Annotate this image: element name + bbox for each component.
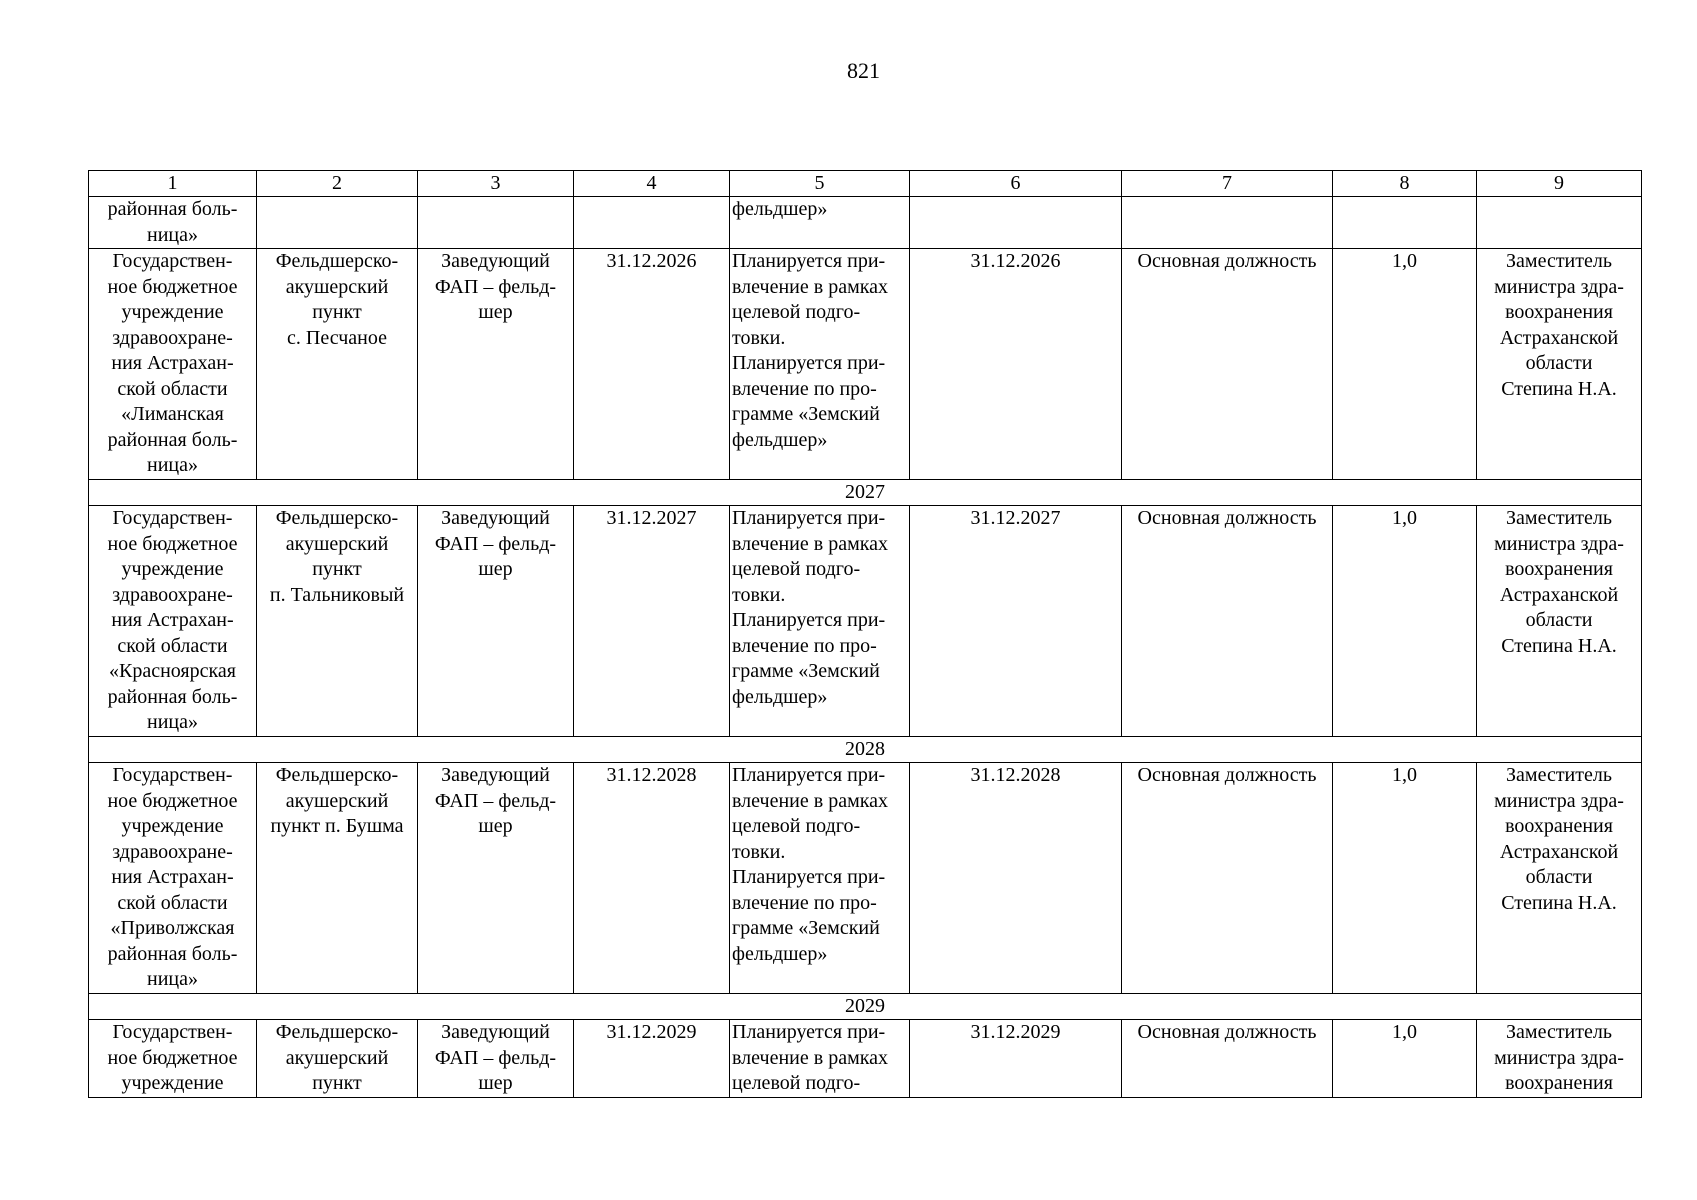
cell-line: воохранения [1505, 815, 1613, 837]
cell-line: здравоохране- [112, 583, 233, 606]
cell-line: шер [478, 815, 513, 837]
cell-line: здравоохране- [112, 840, 233, 863]
deadline-cell: 31.12.2029 [910, 1020, 1122, 1098]
cell-line: Планируется при- [732, 866, 886, 888]
cell-line: фельдшер» [732, 942, 828, 965]
column-header: 3 [418, 171, 574, 197]
column-header: 6 [910, 171, 1122, 197]
cell-line: Фельдшерско- [275, 1021, 399, 1043]
cell-line: влечение в рамках [732, 275, 889, 298]
empty-cell [910, 197, 1122, 249]
cell-line: ное бюджетное [107, 789, 238, 812]
measures-cell [730, 506, 910, 737]
column-header: 8 [1333, 171, 1477, 197]
cell-line: Астраханской [1499, 840, 1619, 863]
cell-line: ное бюджетное [107, 1046, 238, 1069]
facility-cell [257, 249, 418, 480]
deadline-cell: 31.12.2026 [910, 249, 1122, 480]
cell-line: Государствен- [112, 1021, 233, 1043]
cell-line: Астраханской [1499, 583, 1619, 606]
cell-line: воохранения [1505, 301, 1613, 323]
cell-line: пункт [312, 301, 362, 323]
rate-cell: 1,0 [1333, 506, 1477, 737]
cell-line: пункт п. Бушма [270, 815, 404, 837]
cell-line: Заместитель [1506, 507, 1612, 529]
cell-line: Астраханской [1499, 326, 1619, 349]
cell-line: районная боль- [107, 685, 238, 708]
year-row [89, 994, 1642, 1020]
cell-line: ния Астрахан- [111, 866, 234, 888]
cell-line: целевой подго- [732, 301, 861, 323]
table-row [89, 249, 1642, 480]
column-header: 7 [1122, 171, 1333, 197]
staffing-table [88, 170, 1642, 1098]
cell-line: товки. [732, 840, 786, 863]
date-cell: 31.12.2026 [574, 249, 730, 480]
cell-line: фельдшер» [732, 198, 828, 220]
cell-line: ница» [147, 454, 198, 476]
column-header-row [89, 171, 1642, 197]
cell-line: ница» [147, 223, 198, 246]
cell-line: грамме «Земский [732, 917, 880, 939]
cell-line: акушерский [285, 1046, 389, 1069]
cell-line: целевой подго- [732, 558, 861, 580]
cell-line: воохранения [1505, 1072, 1613, 1094]
responsible-cell [1477, 249, 1642, 480]
cell-line: влечение по про- [732, 377, 877, 400]
continuation-row [89, 197, 1642, 249]
cell-line: министра здра- [1494, 789, 1624, 812]
cell-line: Фельдшерско- [275, 764, 399, 786]
cell-line: учреждение [121, 1072, 224, 1094]
cell-line: влечение в рамках [732, 532, 889, 555]
cell-line: акушерский [285, 789, 389, 812]
cell-line: п. Тальниковый [269, 583, 405, 606]
deadline-cell: 31.12.2027 [910, 506, 1122, 737]
table-row [89, 506, 1642, 737]
cell-line: целевой подго- [732, 815, 861, 837]
employment-type-cell: Основная должность [1122, 763, 1333, 994]
cell-line: Заместитель [1506, 250, 1612, 272]
cell-line: ФАП – фельд- [434, 789, 557, 812]
cell-line: области [1525, 866, 1593, 888]
facility-cell [257, 763, 418, 994]
responsible-cell [1477, 1020, 1642, 1098]
cell-line: акушерский [285, 275, 389, 298]
cell-line: Заместитель [1506, 764, 1612, 786]
cell-line: районная боль- [107, 942, 238, 965]
cell-line: пункт [312, 1072, 362, 1094]
cell-line: Заведующий [441, 507, 550, 529]
column-header: 1 [89, 171, 257, 197]
date-cell: 31.12.2028 [574, 763, 730, 994]
cell-line: учреждение [121, 815, 224, 837]
date-cell: 31.12.2029 [574, 1020, 730, 1098]
empty-cell [1333, 197, 1477, 249]
measures-cell [730, 1020, 910, 1098]
cell-line: акушерский [285, 532, 389, 555]
cell-line: здравоохране- [112, 326, 233, 349]
cell-line: Планируется при- [732, 764, 886, 786]
table-row [89, 763, 1642, 994]
cell-line: Государствен- [112, 250, 233, 272]
column-header: 9 [1477, 171, 1642, 197]
cell-line: ской области [117, 377, 228, 400]
cell-line: Планируется при- [732, 250, 886, 272]
cell-line: ской области [117, 891, 228, 914]
cell-line: влечение в рамках [732, 1046, 889, 1069]
cell-line: «Приволжская [110, 917, 235, 939]
position-cell [418, 506, 574, 737]
table-row [89, 1020, 1642, 1098]
cell-line: ФАП – фельд- [434, 1046, 557, 1069]
cell-line: «Лиманская [121, 403, 224, 425]
cell-line: Фельдшерско- [275, 250, 399, 272]
cell-line: фельдшер» [732, 685, 828, 708]
cell-line: шер [478, 301, 513, 323]
empty-cell [257, 197, 418, 249]
cell-line: Степина Н.А. [1501, 377, 1617, 400]
cell-line: влечение по про- [732, 634, 877, 657]
cell-line: районная боль- [107, 428, 238, 451]
cell-line: ница» [147, 711, 198, 733]
cell-line: Заместитель [1506, 1021, 1612, 1043]
organization-cell [89, 1020, 257, 1098]
cell-line: Планируется при- [732, 609, 886, 631]
cell-line: воохранения [1505, 558, 1613, 580]
responsible-cell [1477, 506, 1642, 737]
organization-cell [89, 763, 257, 994]
cell-line: влечение по про- [732, 891, 877, 914]
cell-line: шер [478, 558, 513, 580]
cell-line: ное бюджетное [107, 532, 238, 555]
cell-line: Заведующий [441, 250, 550, 272]
cell-line: Фельдшерско- [275, 507, 399, 529]
date-cell: 31.12.2027 [574, 506, 730, 737]
cell-line: ния Астрахан- [111, 352, 234, 374]
cell-line: ное бюджетное [107, 275, 238, 298]
organization-cell [89, 197, 257, 249]
cell-line: Планируется при- [732, 1021, 886, 1043]
cell-line: учреждение [121, 301, 224, 323]
employment-type-cell: Основная должность [1122, 1020, 1333, 1098]
year-cell: 2027 [89, 480, 1642, 506]
cell-line: целевой подго- [732, 1072, 861, 1094]
cell-line: Степина Н.А. [1501, 891, 1617, 914]
responsible-cell [1477, 763, 1642, 994]
cell-line: с. Песчаное [287, 326, 387, 349]
year-row [89, 480, 1642, 506]
cell-line: ФАП – фельд- [434, 532, 557, 555]
cell-line: министра здра- [1494, 275, 1624, 298]
cell-line: ской области [117, 634, 228, 657]
measures-cell [730, 249, 910, 480]
empty-cell [1122, 197, 1333, 249]
deadline-cell: 31.12.2028 [910, 763, 1122, 994]
cell-line: шер [478, 1072, 513, 1094]
cell-line: ФАП – фельд- [434, 275, 557, 298]
cell-line: Государствен- [112, 764, 233, 786]
cell-line: товки. [732, 326, 786, 349]
year-row [89, 737, 1642, 763]
cell-line: влечение в рамках [732, 789, 889, 812]
cell-line: пункт [312, 558, 362, 580]
year-cell: 2029 [89, 994, 1642, 1020]
cell-line: Степина Н.А. [1501, 634, 1617, 657]
cell-line: Заведующий [441, 1021, 550, 1043]
cell-line: Планируется при- [732, 352, 886, 374]
position-cell [418, 249, 574, 480]
cell-line: области [1525, 352, 1593, 374]
rate-cell: 1,0 [1333, 763, 1477, 994]
year-cell: 2028 [89, 737, 1642, 763]
rate-cell: 1,0 [1333, 249, 1477, 480]
empty-cell [418, 197, 574, 249]
cell-line: учреждение [121, 558, 224, 580]
cell-line: товки. [732, 583, 786, 606]
cell-line: министра здра- [1494, 1046, 1624, 1069]
cell-line: районная боль- [107, 198, 238, 220]
cell-line: грамме «Земский [732, 403, 880, 425]
employment-type-cell: Основная должность [1122, 506, 1333, 737]
cell-line: Планируется при- [732, 507, 886, 529]
cell-line: Заведующий [441, 764, 550, 786]
column-header: 4 [574, 171, 730, 197]
cell-line: «Красноярская [109, 660, 236, 682]
measures-cell [730, 763, 910, 994]
organization-cell [89, 506, 257, 737]
column-header: 2 [257, 171, 418, 197]
cell-line: ния Астрахан- [111, 609, 234, 631]
position-cell [418, 1020, 574, 1098]
page-number: 821 [847, 58, 880, 83]
organization-cell [89, 249, 257, 480]
rate-cell: 1,0 [1333, 1020, 1477, 1098]
cell-line: грамме «Земский [732, 660, 880, 682]
cell-line: ница» [147, 968, 198, 990]
cell-line: фельдшер» [732, 428, 828, 451]
cell-line: министра здра- [1494, 532, 1624, 555]
table-body [89, 171, 1642, 1098]
position-cell [418, 763, 574, 994]
empty-cell [574, 197, 730, 249]
column-header: 5 [730, 171, 910, 197]
empty-cell [1477, 197, 1642, 249]
employment-type-cell: Основная должность [1122, 249, 1333, 480]
facility-cell [257, 506, 418, 737]
cell-line: Государствен- [112, 507, 233, 529]
cell-line: области [1525, 609, 1593, 631]
measures-cell [730, 197, 910, 249]
facility-cell [257, 1020, 418, 1098]
